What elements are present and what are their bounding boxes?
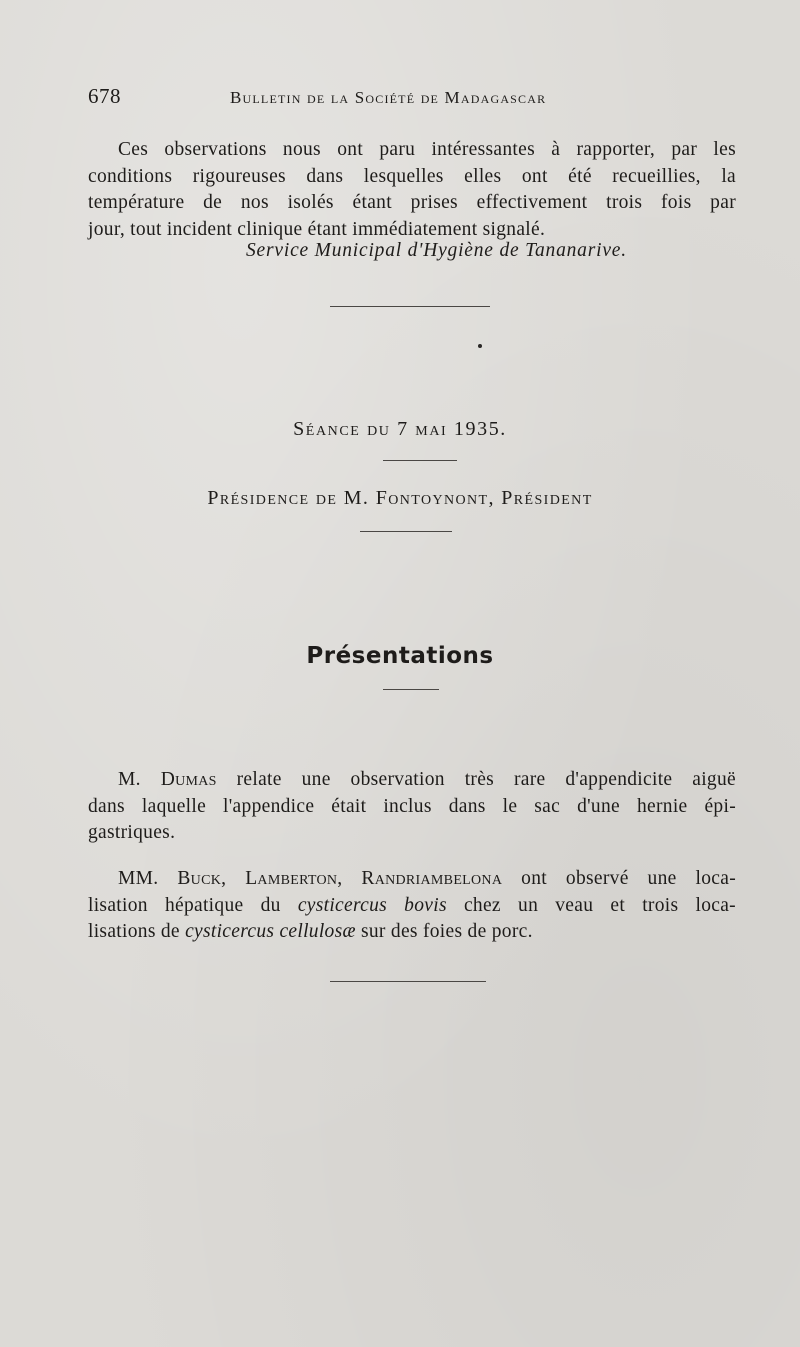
paragraph-line: jour, tout incident clinique étant immédiatement signalé. — [88, 218, 546, 240]
separator-rule — [360, 531, 452, 532]
seance-date: Séance du 7 mai 1935. — [293, 418, 507, 440]
species-name: cysticercus cellulosæ — [185, 921, 356, 942]
line-text: sur des foies de porc. — [355, 921, 533, 942]
line-text: ont observé une loca- — [502, 868, 736, 889]
signature: Service Municipal d'Hygiène de Tananarive. — [246, 240, 627, 261]
paragraph-line: Ces observations nous ont paru intéressantes à rapporter, par les — [118, 139, 736, 160]
paragraph-line — [88, 893, 736, 920]
title-prefix: M. — [118, 769, 161, 790]
running-title: Bulletin de la Société de Madagascar — [230, 88, 547, 107]
line-text: relate une observation très rare d'appendicite aiguë — [216, 769, 736, 790]
person-names: Buck, Lamberton, Randriambelona — [177, 868, 503, 889]
paragraph-line: température de nos isolés étant prises effectivement trois fois par — [88, 192, 736, 213]
paragraph-line: dans laquelle l'appendice était inclus dans le sac d'une hernie épi- — [88, 795, 736, 817]
paragraph-line: gastriques. — [88, 822, 176, 843]
separator-rule — [330, 306, 490, 307]
line-text: lisation hépatique du — [88, 894, 298, 916]
paragraph-line: conditions rigoureuses dans lesquelles elles ont été recueillies, la — [88, 165, 736, 187]
intro-paragraph — [88, 137, 736, 243]
separator-rule — [383, 460, 457, 461]
line-text: chez un veau et trois loca- — [446, 894, 736, 916]
separator-rule — [330, 981, 486, 982]
page-number: 678 — [88, 84, 121, 108]
presidence-line: Présidence de M. Fontoynont, Président — [207, 487, 593, 509]
separator-rule — [383, 689, 439, 690]
title-prefix: MM. — [118, 868, 178, 889]
section-heading: Présentations — [306, 643, 494, 669]
paragraph-line — [88, 919, 736, 946]
presentation-paragraph-1 — [88, 767, 736, 847]
species-name: cysticercus bovis — [297, 894, 447, 916]
presentation-paragraph-2 — [88, 866, 736, 946]
running-header — [88, 84, 728, 110]
person-name: Dumas — [160, 769, 217, 790]
paragraph-line — [88, 767, 736, 794]
paragraph-line — [88, 866, 736, 893]
ink-speck — [478, 344, 482, 348]
line-text: lisations de — [88, 921, 186, 942]
